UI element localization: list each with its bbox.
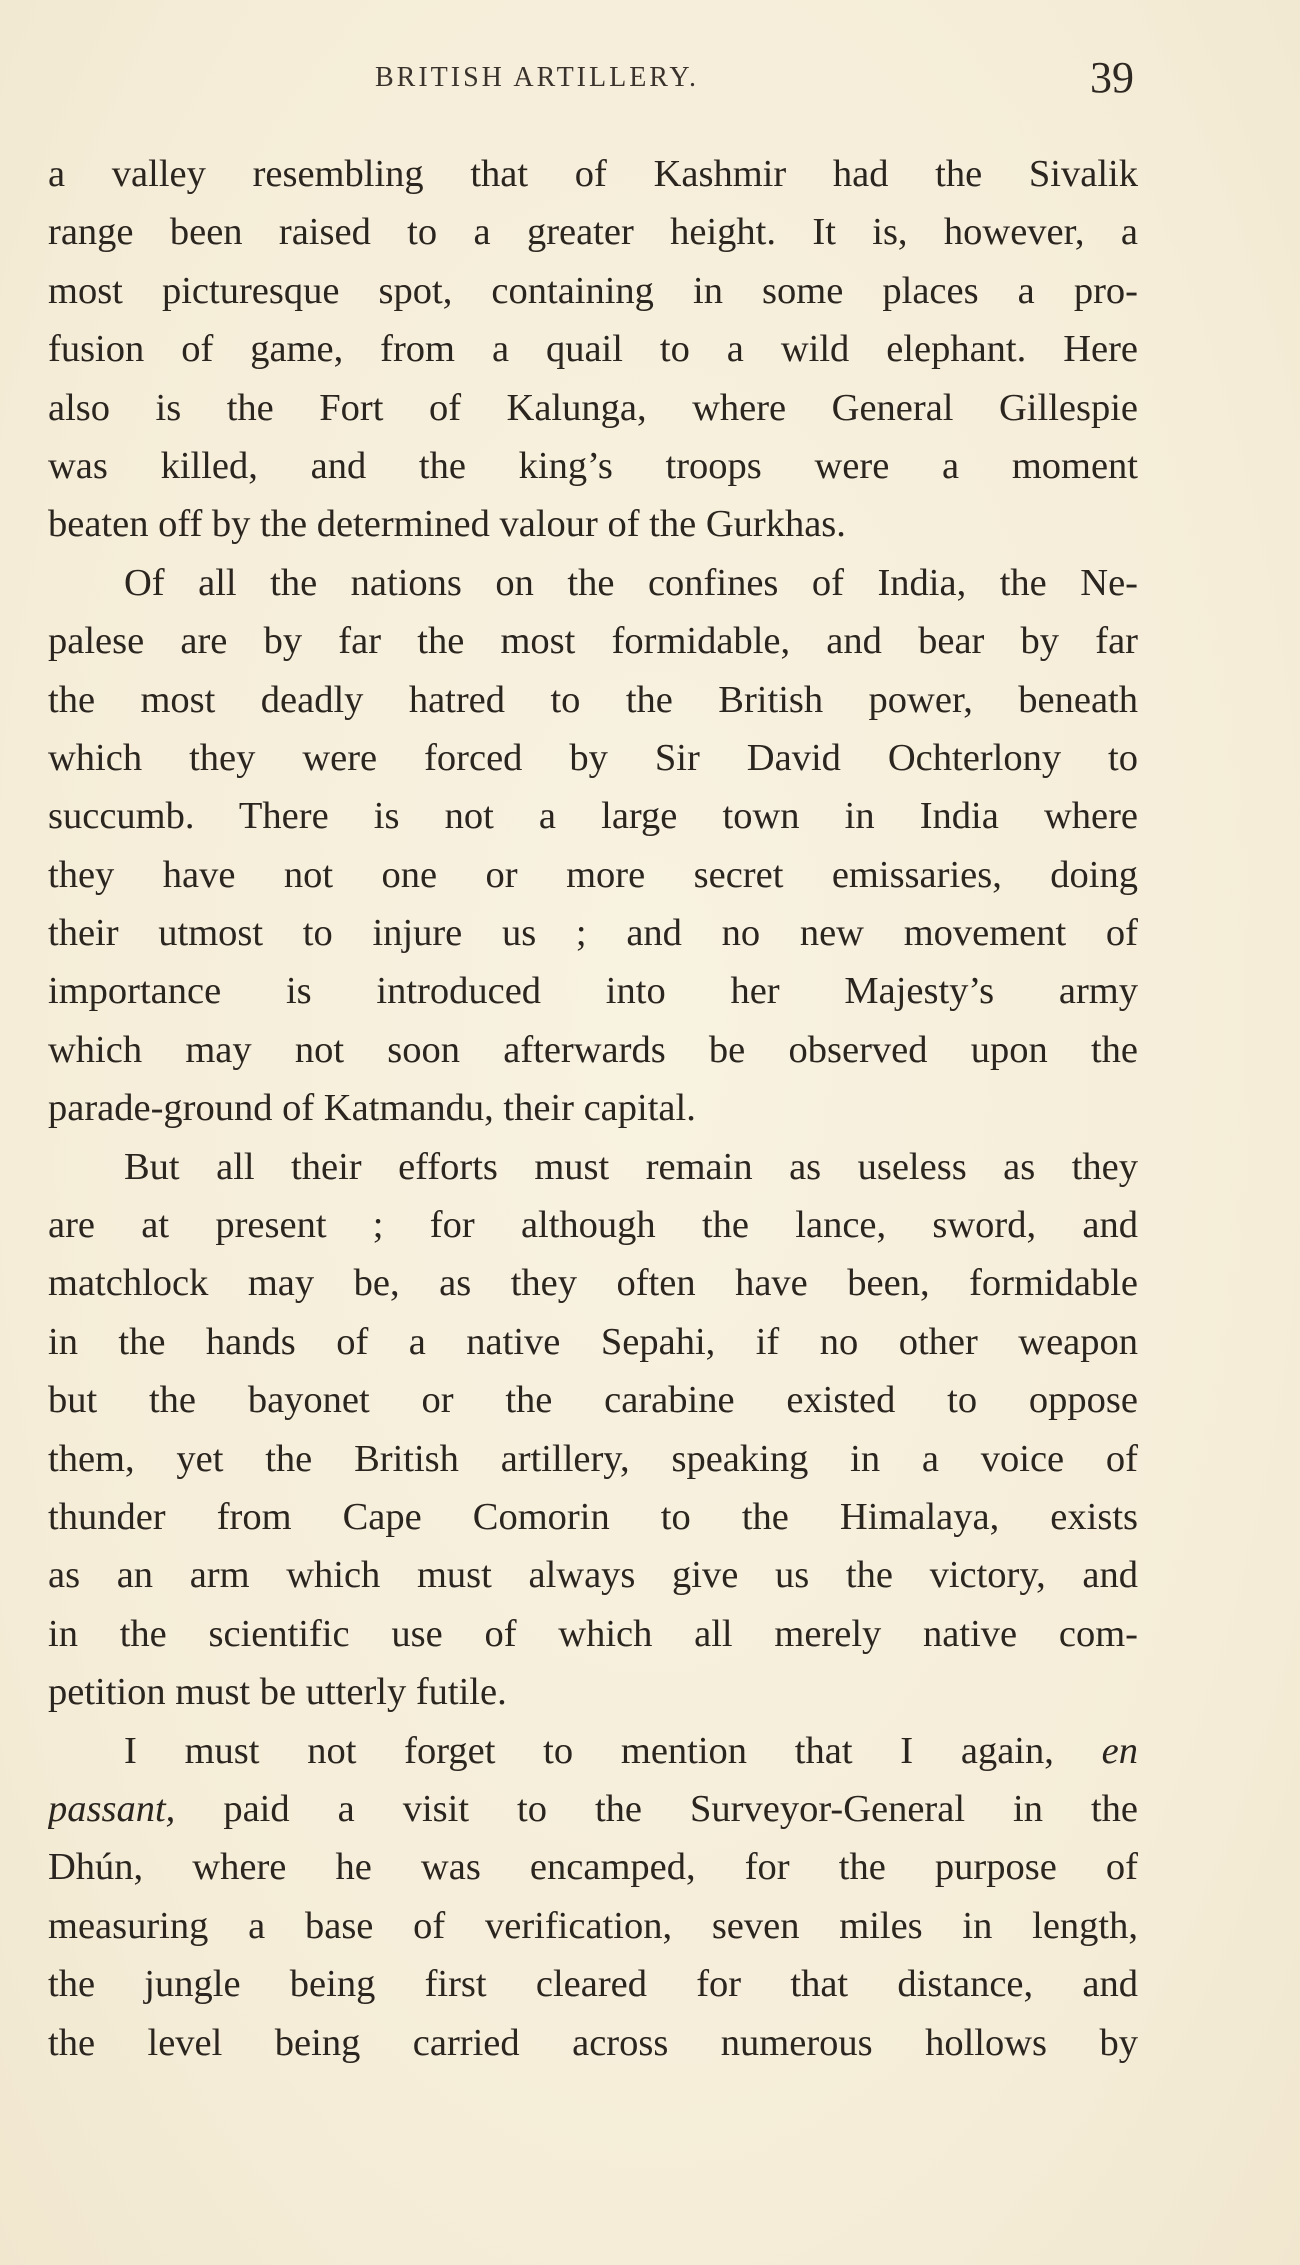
- text-line: they have not one or more secret emissaries, doing: [48, 853, 1138, 896]
- text-line: was killed, and the king’s troops were a moment: [48, 444, 1138, 487]
- running-head: [0, 52, 1300, 112]
- body-text: [48, 145, 1138, 2072]
- text-line: as an arm which must always give us the victory, and: [48, 1554, 1138, 1597]
- text-line: are at present ; for although the lance, sword, and: [48, 1204, 1138, 1247]
- text-line: palese are by far the most formidable, and bear by far: [48, 620, 1138, 663]
- text-line: Of all the nations on the confines of India, the Ne-: [124, 561, 1138, 604]
- text-line: thunder from Cape Comorin to the Himalaya, exists: [48, 1495, 1138, 1538]
- text-line: their utmost to injure us ; and no new movement of: [48, 912, 1138, 955]
- text-span: paid a visit to the Surveyor-General in the: [223, 1787, 1138, 1830]
- text-line: also is the Fort of Kalunga, where General Gillespie: [48, 386, 1138, 429]
- text-line: fusion of game, from a quail to a wild elephant. Here: [48, 328, 1138, 371]
- text-line: beaten off by the determined valour of the Gurkhas.: [48, 503, 846, 546]
- text-line: the level being carried across numerous hollows by: [48, 2021, 1138, 2064]
- running-title: BRITISH ARTILLERY.: [375, 62, 700, 93]
- text-line: in the scientific use of which all merely native com-: [48, 1612, 1138, 1655]
- text-line: the most deadly hatred to the British power, beneath: [48, 678, 1138, 721]
- text-line: But all their efforts must remain as useless as they: [124, 1145, 1138, 1188]
- text-line: matchlock may be, as they often have been, formidable: [48, 1262, 1138, 1305]
- italic-text: passant,: [48, 1787, 176, 1830]
- text-line: importance is introduced into her Majesty’s army: [48, 970, 1138, 1013]
- text-span: I must not forget to mention that I again,: [124, 1729, 1054, 1772]
- text-line: Dhún, where he was encamped, for the purpose of: [48, 1846, 1138, 1889]
- text-line: the jungle being first cleared for that distance, and: [48, 1963, 1138, 2006]
- text-line: which may not soon afterwards be observed upon the: [48, 1028, 1138, 1071]
- text-line: measuring a base of verification, seven miles in length,: [48, 1904, 1138, 1947]
- text-line: [48, 1722, 1138, 1780]
- text-line: them, yet the British artillery, speaking in a voice of: [48, 1437, 1138, 1480]
- page-number: 39: [1090, 53, 1134, 102]
- text-line: which they were forced by Sir David Ochterlony to: [48, 736, 1138, 779]
- text-line: petition must be utterly futile.: [48, 1671, 507, 1714]
- text-line: a valley resembling that of Kashmir had the Sivalik: [48, 153, 1138, 195]
- text-line: succumb. There is not a large town in India where: [48, 795, 1138, 838]
- italic-text: en: [1101, 1729, 1138, 1772]
- text-line: most picturesque spot, containing in some places a pro-: [48, 269, 1138, 312]
- text-line: in the hands of a native Sepahi, if no other weapon: [48, 1320, 1138, 1363]
- text-line: but the bayonet or the carabine existed to oppose: [48, 1379, 1138, 1422]
- text-line: range been raised to a greater height. It is, however, a: [48, 211, 1138, 254]
- text-line: parade-ground of Katmandu, their capital.: [48, 1087, 696, 1130]
- text-line: [48, 1780, 1138, 1838]
